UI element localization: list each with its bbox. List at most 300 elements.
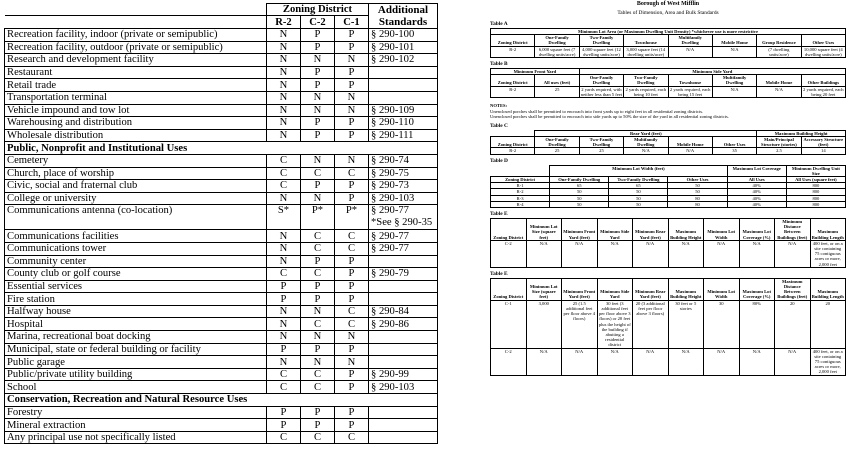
table-e1-h0: Zoning District <box>491 219 527 241</box>
r2-value: N <box>267 117 301 130</box>
standard-line-2: *See § 290-35 <box>371 217 433 229</box>
table-d-r3-c4: 40% <box>727 201 786 207</box>
c2-value: C <box>301 431 335 444</box>
additional-standard: § 290-109 <box>369 104 438 117</box>
r2-value: N <box>267 41 301 54</box>
table-b <box>490 68 846 98</box>
use-row <box>5 255 438 268</box>
table-b-h0: Zoning District <box>491 75 535 86</box>
table-c-c5: 35 <box>712 148 756 154</box>
table-d-width-header: Minimum Lot Width (feet) <box>550 165 727 176</box>
use-row <box>5 280 438 293</box>
c1-value: P <box>335 129 369 142</box>
use-row-antenna <box>5 205 438 230</box>
table-c-c6: 2.5 <box>757 148 801 154</box>
use-row <box>5 167 438 180</box>
use-name: Forestry <box>5 406 267 419</box>
additional-standard: § 290-75 <box>369 167 438 180</box>
table-c-h6: Main/Principal Structure (stories) <box>757 137 801 148</box>
table-e1-row <box>491 240 846 267</box>
use-name: Retail trade <box>5 79 267 92</box>
r2-value: C <box>267 167 301 180</box>
table-b-c3: 2 yards required, each being 10 feet <box>625 86 667 97</box>
table-d-r2-c4: 40% <box>727 195 786 201</box>
c1-value: N <box>335 104 369 117</box>
additional-standards-header <box>369 4 438 29</box>
r2-value: C <box>267 381 301 394</box>
c2-value: C <box>301 368 335 381</box>
table-d-h5: All Uses (square feet) <box>786 177 845 183</box>
table-b-side-header: Minimum Side Yard <box>579 69 845 75</box>
c2-value: P* <box>301 205 335 230</box>
table-e1-label: Table E <box>490 211 508 218</box>
table-c-h3: Multifamily Dwelling <box>624 137 668 148</box>
c2-value: N <box>301 154 335 167</box>
additional-standard <box>369 280 438 293</box>
table-d-r0-c4: 40% <box>727 183 786 189</box>
r2-value: N <box>267 129 301 142</box>
table-e2-h5: Maximum Building Height <box>668 278 704 300</box>
use-row <box>5 41 438 54</box>
table-e2-row <box>491 348 846 375</box>
table-c-c0: R-2 <box>491 148 535 154</box>
table-d-coverage-header: Maximum Lot Coverage <box>727 165 786 176</box>
use-name: Hospital <box>5 318 267 331</box>
table-c-h7: Accessory Structure (feet) <box>801 137 845 148</box>
additional-standard <box>369 66 438 79</box>
use-row <box>5 104 438 117</box>
c1-value: P <box>335 180 369 193</box>
c2-value: C <box>301 268 335 281</box>
additional-standard: § 290-73 <box>369 180 438 193</box>
table-e2-h9: Maximum Building Length <box>810 278 846 300</box>
additional-standard <box>369 406 438 419</box>
table-b-row <box>491 86 846 97</box>
additional-standard: § 290-77 <box>369 230 438 243</box>
use-row <box>5 343 438 356</box>
table-e2-r0-c6: 30 <box>704 300 740 348</box>
r2-value: N <box>267 79 301 92</box>
table-a-h0: Zoning District <box>491 35 535 46</box>
c1-value: P <box>335 280 369 293</box>
r2-value: C <box>267 431 301 444</box>
bulk-subtitle: Tables of Dimension, Area and Bulk Standards <box>617 10 719 16</box>
additional-standard: § 290-84 <box>369 305 438 318</box>
table-c-h4: Mobile Home <box>668 137 712 148</box>
use-name: College or university <box>5 192 267 205</box>
table-b-front-header: Minimum Front Yard <box>491 69 580 75</box>
additional-standard: § 290-79 <box>369 268 438 281</box>
c1-value: P <box>335 255 369 268</box>
additional-standard <box>369 331 438 344</box>
use-name: Any principal use not specifically listed <box>5 431 267 444</box>
use-row <box>5 331 438 344</box>
use-row <box>5 293 438 306</box>
c2-value: P <box>301 343 335 356</box>
r2-value: P <box>267 280 301 293</box>
use-row <box>5 79 438 92</box>
use-row <box>5 54 438 67</box>
section-row <box>5 142 438 155</box>
use-column-header <box>5 4 267 16</box>
c2-value: C <box>301 381 335 394</box>
table-e1-h1: Minimum Lot Size (square feet) <box>526 219 562 241</box>
use-name: Municipal, state or federal building or facility <box>5 343 267 356</box>
table-b-headers <box>491 75 846 86</box>
table-e2-r0-c8: 20 <box>775 300 811 348</box>
additional-standard <box>369 205 438 230</box>
r2-value: N <box>267 255 301 268</box>
table-e2-r0-c0: C-1 <box>491 300 527 348</box>
section-heading-public: Public, Nonprofit and Institutional Uses <box>5 142 438 155</box>
c1-value: P <box>335 268 369 281</box>
c1-value: P <box>335 41 369 54</box>
c2-value: P <box>301 129 335 142</box>
table-d-h1: One-Family Dwelling <box>550 177 609 183</box>
table-c-height-header: Maximum Building Height <box>757 130 846 136</box>
r2-value: N <box>267 91 301 104</box>
table-d-r2-c2: 50 <box>609 195 668 201</box>
c1-value: P <box>335 343 369 356</box>
table-e1-c8: N/A <box>775 240 811 267</box>
table-d-r3-c5: 800 <box>786 201 845 207</box>
use-row <box>5 431 438 444</box>
c2-value: C <box>301 242 335 255</box>
r2-value: N <box>267 331 301 344</box>
table-a-banner: Minimum Lot Area (or Maximum Dwelling Unit Density) *whichever use is more restrictive <box>491 29 846 35</box>
additional-standards-label: Additional Standards <box>377 4 429 28</box>
use-column-subheader <box>5 16 267 29</box>
additional-standard: § 290-99 <box>369 368 438 381</box>
c1-value: P <box>335 117 369 130</box>
c1-value: N <box>335 331 369 344</box>
zoning-district-header: Zoning District <box>267 4 369 16</box>
borough-title: Borough of West Mifflin <box>636 1 700 7</box>
table-d-r3-c3: 80 <box>668 201 727 207</box>
use-name: Community center <box>5 255 267 268</box>
table-a-c7: 10,000 square feet (4 dwelling units/acre) <box>801 46 845 57</box>
table-c-row <box>491 148 846 154</box>
zoning-use-table <box>4 3 438 444</box>
table-d-unitsize-header: Minimum Dwelling Unit Size <box>786 165 845 176</box>
section-heading-conservation: Conservation, Recreation and Natural Resource Uses <box>5 394 438 407</box>
use-name: School <box>5 381 267 394</box>
additional-standard <box>369 419 438 432</box>
c1-value: P <box>335 419 369 432</box>
table-c-h5: Other Uses <box>712 137 756 148</box>
use-name: Vehicle impound and tow lot <box>5 104 267 117</box>
use-row <box>5 91 438 104</box>
table-c-c4: N/A <box>668 148 712 154</box>
use-name: Restaurant <box>5 66 267 79</box>
table-a-h4: Multifamily Dwelling <box>668 35 712 46</box>
table-b-c1: 25 <box>535 86 579 97</box>
r2-value: C <box>267 154 301 167</box>
c2-value: N <box>301 54 335 67</box>
c1-value: P <box>335 79 369 92</box>
table-e2-h3: Minimum Side Yard <box>597 278 633 300</box>
table-b-c0: R-2 <box>491 86 535 97</box>
table-c-rear-header: Rear Yard (feet) <box>535 130 757 136</box>
r2-value: N <box>267 192 301 205</box>
r2-value: N <box>267 66 301 79</box>
use-row <box>5 268 438 281</box>
table-e1-h5: Maximum Building Height <box>668 219 704 241</box>
table-a-h5: Mobile Home <box>712 35 756 46</box>
c1-value: P* <box>335 205 369 230</box>
use-name: Wholesale distribution <box>5 129 267 142</box>
use-name: Warehousing and distribution <box>5 117 267 130</box>
table-d-h2: Two-Family Dwelling <box>609 177 668 183</box>
table-a-h7: Other Uses <box>801 35 845 46</box>
use-row <box>5 242 438 255</box>
c2-value: P <box>301 406 335 419</box>
table-d-r3-c1: 50 <box>550 201 609 207</box>
table-a-c2: 4,000 square feet (12 dwelling units/acre) <box>579 46 623 57</box>
table-b-c2: 2 yards required, with neither less than 5 feet <box>580 86 623 97</box>
table-d-r2-c0: R-3 <box>491 195 550 201</box>
table-c-h2: Two-Family Dwelling <box>579 137 623 148</box>
use-name: Recreation facility, indoor (private or semipublic) <box>5 29 267 42</box>
table-d-h4: All Uses <box>727 177 786 183</box>
r2-value: P <box>267 419 301 432</box>
c1-value: P <box>335 368 369 381</box>
use-row <box>5 154 438 167</box>
additional-standard <box>369 293 438 306</box>
table-e1-h4: Minimum Rear Yard (feet) <box>633 219 669 241</box>
table-e1-c7: N/A <box>739 240 775 267</box>
table-e2-r0-c1: 3,000 <box>526 300 562 348</box>
section-row <box>5 394 438 407</box>
table-a-h6: Group Residence <box>757 35 801 46</box>
use-row <box>5 66 438 79</box>
table-d-r0-c5: 800 <box>786 183 845 189</box>
use-name: County club or golf course <box>5 268 267 281</box>
table-d-r1-c2: 50 <box>609 189 668 195</box>
table-e2-h1: Minimum Lot Size (square feet) <box>526 278 562 300</box>
c1-value: N <box>335 54 369 67</box>
c2-value: C <box>301 230 335 243</box>
table-d-label: Table D <box>490 157 508 164</box>
table-e1-h3: Minimum Side Yard <box>597 219 633 241</box>
table-d-r0-c3: 50 <box>668 183 727 189</box>
table-a-h3: Townhouse <box>624 35 668 46</box>
use-name: Communications facilities <box>5 230 267 243</box>
table-e1-c1: N/A <box>526 240 562 267</box>
use-row <box>5 318 438 331</box>
table-e2-row <box>491 300 846 348</box>
c2-value: P <box>301 79 335 92</box>
table-d-r2-c3: 80 <box>668 195 727 201</box>
use-row <box>5 305 438 318</box>
c1-value: N <box>335 356 369 369</box>
table-d-h0: Zoning District <box>491 177 550 183</box>
table-c-headers <box>491 137 846 148</box>
table-d-r0-c2: 65 <box>609 183 668 189</box>
additional-standard: § 290-86 <box>369 318 438 331</box>
table-e2-h8: Maximum Distance Between Buildings (feet) <box>775 278 811 300</box>
c2-value: P <box>301 117 335 130</box>
table-d-r3-c0: R-4 <box>491 201 550 207</box>
table-a-c4: N/A <box>668 46 712 57</box>
c1-value: P <box>335 381 369 394</box>
table-e2-h6: Minimum Lot Width <box>704 278 740 300</box>
use-name: Public/private utility building <box>5 368 267 381</box>
table-e2-r1-c5: N/A <box>668 348 704 375</box>
table-d-r1-c5: 800 <box>786 189 845 195</box>
c2-value: N <box>301 91 335 104</box>
table-b-h1: All uses (feet) <box>535 75 579 86</box>
c1-value: C <box>335 242 369 255</box>
table-e1-h2: Minimum Front Yard (feet) <box>562 219 598 241</box>
table-d-r0-c0: R-1 <box>491 183 550 189</box>
c2-value: P <box>301 280 335 293</box>
additional-standard: § 290-100 <box>369 29 438 42</box>
table-d-r0-c1: 65 <box>550 183 609 189</box>
table-c-c3: N/A <box>624 148 668 154</box>
c1-value: P <box>335 192 369 205</box>
use-row <box>5 419 438 432</box>
table-b-h5: Multifamily Dwelling <box>712 75 756 86</box>
c1-header: C-1 <box>335 16 369 29</box>
table-e2-r0-c2: 25 (1.5 additional feet per floor above 4 floors) <box>562 300 598 348</box>
r2-value: C <box>267 268 301 281</box>
table-e2-h7: Maximum Lot Coverage (%) <box>739 278 775 300</box>
table-e2-r1-c9: 400 feet, or on a site containing 75 contiguous acres or more, 2,000 feet <box>810 348 846 375</box>
c2-value: C <box>301 167 335 180</box>
c2-header: C-2 <box>301 16 335 29</box>
additional-standard <box>369 91 438 104</box>
use-row <box>5 356 438 369</box>
zoning-use-table-panel <box>4 3 437 444</box>
table-e1-c9: 400 feet, or on a site containing 75 contiguous acres or more, 2,000 feet <box>810 240 846 267</box>
table-d-r1-c3: 50 <box>668 189 727 195</box>
table-e1-h6: Minimum Lot Width <box>704 219 740 241</box>
c1-value: P <box>335 293 369 306</box>
bulk-standards-page <box>490 0 846 376</box>
table-e2 <box>490 278 846 376</box>
table-d-r3-c2: 50 <box>609 201 668 207</box>
table-e2-r1-c7: N/A <box>739 348 775 375</box>
table-a-h2: Two-Family Dwelling <box>579 35 623 46</box>
table-e1-c3: N/A <box>597 240 633 267</box>
c2-value: N <box>301 192 335 205</box>
c2-value: P <box>301 293 335 306</box>
table-d-r1-c4: 40% <box>727 189 786 195</box>
note-1: Unenclosed porches shall be permitted to encroach into front yards up to eight feet in all residential zoning districts. <box>490 108 704 114</box>
table-e2-r0-c4: 20 (3 additional feet per floor above 3 floors) <box>633 300 669 348</box>
use-name: Marina, recreational boat docking <box>5 331 267 344</box>
table-e2-r1-c0: C-2 <box>491 348 527 375</box>
c1-value: C <box>335 431 369 444</box>
table-a-c5: N/A <box>712 46 756 57</box>
use-name: Civic, social and fraternal club <box>5 180 267 193</box>
notes-heading: NOTES: <box>490 103 508 109</box>
table-e2-r0-c9: 20 <box>810 300 846 348</box>
use-row <box>5 129 438 142</box>
table-a-h1: One-Family Dwelling <box>535 35 579 46</box>
c1-value: P <box>335 29 369 42</box>
use-row <box>5 29 438 42</box>
table-e2-r1-c1: N/A <box>526 348 562 375</box>
table-e1-c0: C-2 <box>491 240 527 267</box>
use-name: Mineral extraction <box>5 419 267 432</box>
additional-standard: § 290-103 <box>369 381 438 394</box>
additional-standard: § 290-74 <box>369 154 438 167</box>
table-e2-label: Table E <box>490 270 508 277</box>
use-row <box>5 230 438 243</box>
table-b-c7: 2 yards required, each being 20 feet <box>803 86 844 97</box>
table-c-h1: One-Family Dwelling <box>535 137 579 148</box>
table-c-label: Table C <box>490 122 508 129</box>
r2-value: N <box>267 318 301 331</box>
table-d-r2-c5: 800 <box>786 195 845 201</box>
table-a <box>490 28 846 58</box>
notes-block <box>490 103 846 120</box>
table-b-c5: N/A <box>712 86 756 97</box>
r2-value: C <box>267 180 301 193</box>
additional-standard: § 290-77 <box>369 242 438 255</box>
c1-value: P <box>335 66 369 79</box>
use-name: Fire station <box>5 293 267 306</box>
note-2: Unenclosed porches shall be permitted to encroach into side yards up to 50% the size of the yard in all residential zoning districts. <box>490 114 729 120</box>
additional-standard: § 290-101 <box>369 41 438 54</box>
table-c-c1: 25 <box>535 148 579 154</box>
r2-value: N <box>267 242 301 255</box>
table-d-r1-c1: 50 <box>550 189 609 195</box>
table-e2-r1-c4: N/A <box>633 348 669 375</box>
r2-header: R-2 <box>267 16 301 29</box>
use-name: Recreation facility, outdoor (private or semipublic) <box>5 41 267 54</box>
use-name: Communications tower <box>5 242 267 255</box>
table-b-label: Table B <box>490 61 508 68</box>
table-a-c6: (7 dwelling units/acre) <box>757 46 801 57</box>
r2-value: N <box>267 29 301 42</box>
r2-value: N <box>267 104 301 117</box>
table-e2-h0: Zoning District <box>491 278 527 300</box>
use-name: Halfway house <box>5 305 267 318</box>
c2-value: N <box>301 305 335 318</box>
table-d-row <box>491 201 846 207</box>
r2-value: P <box>267 343 301 356</box>
table-d-blank <box>491 165 550 176</box>
use-name: Research and development facility <box>5 54 267 67</box>
zoning-header-row <box>5 4 438 16</box>
additional-standard: § 290-110 <box>369 117 438 130</box>
table-e2-h4: Minimum Rear Yard (feet) <box>633 278 669 300</box>
c1-value: N <box>335 91 369 104</box>
r2-value: N <box>267 230 301 243</box>
r2-value: N <box>267 305 301 318</box>
use-name: Transportation terminal <box>5 91 267 104</box>
additional-standard <box>369 343 438 356</box>
table-e2-h2: Minimum Front Yard (feet) <box>562 278 598 300</box>
c2-value: P <box>301 419 335 432</box>
c2-value: P <box>301 66 335 79</box>
table-e1-c6: N/A <box>704 240 740 267</box>
table-e2-r1-c3: N/A <box>597 348 633 375</box>
c2-value: P <box>301 29 335 42</box>
table-c <box>490 130 846 155</box>
table-e1-headers <box>491 219 846 241</box>
standard-line-1: § 290-77 <box>371 205 409 217</box>
use-name: Communications antenna (co-location) <box>5 205 267 230</box>
use-row <box>5 406 438 419</box>
use-name: Public garage <box>5 356 267 369</box>
additional-standard <box>369 356 438 369</box>
additional-standard: § 290-103 <box>369 192 438 205</box>
c2-value: N <box>301 104 335 117</box>
